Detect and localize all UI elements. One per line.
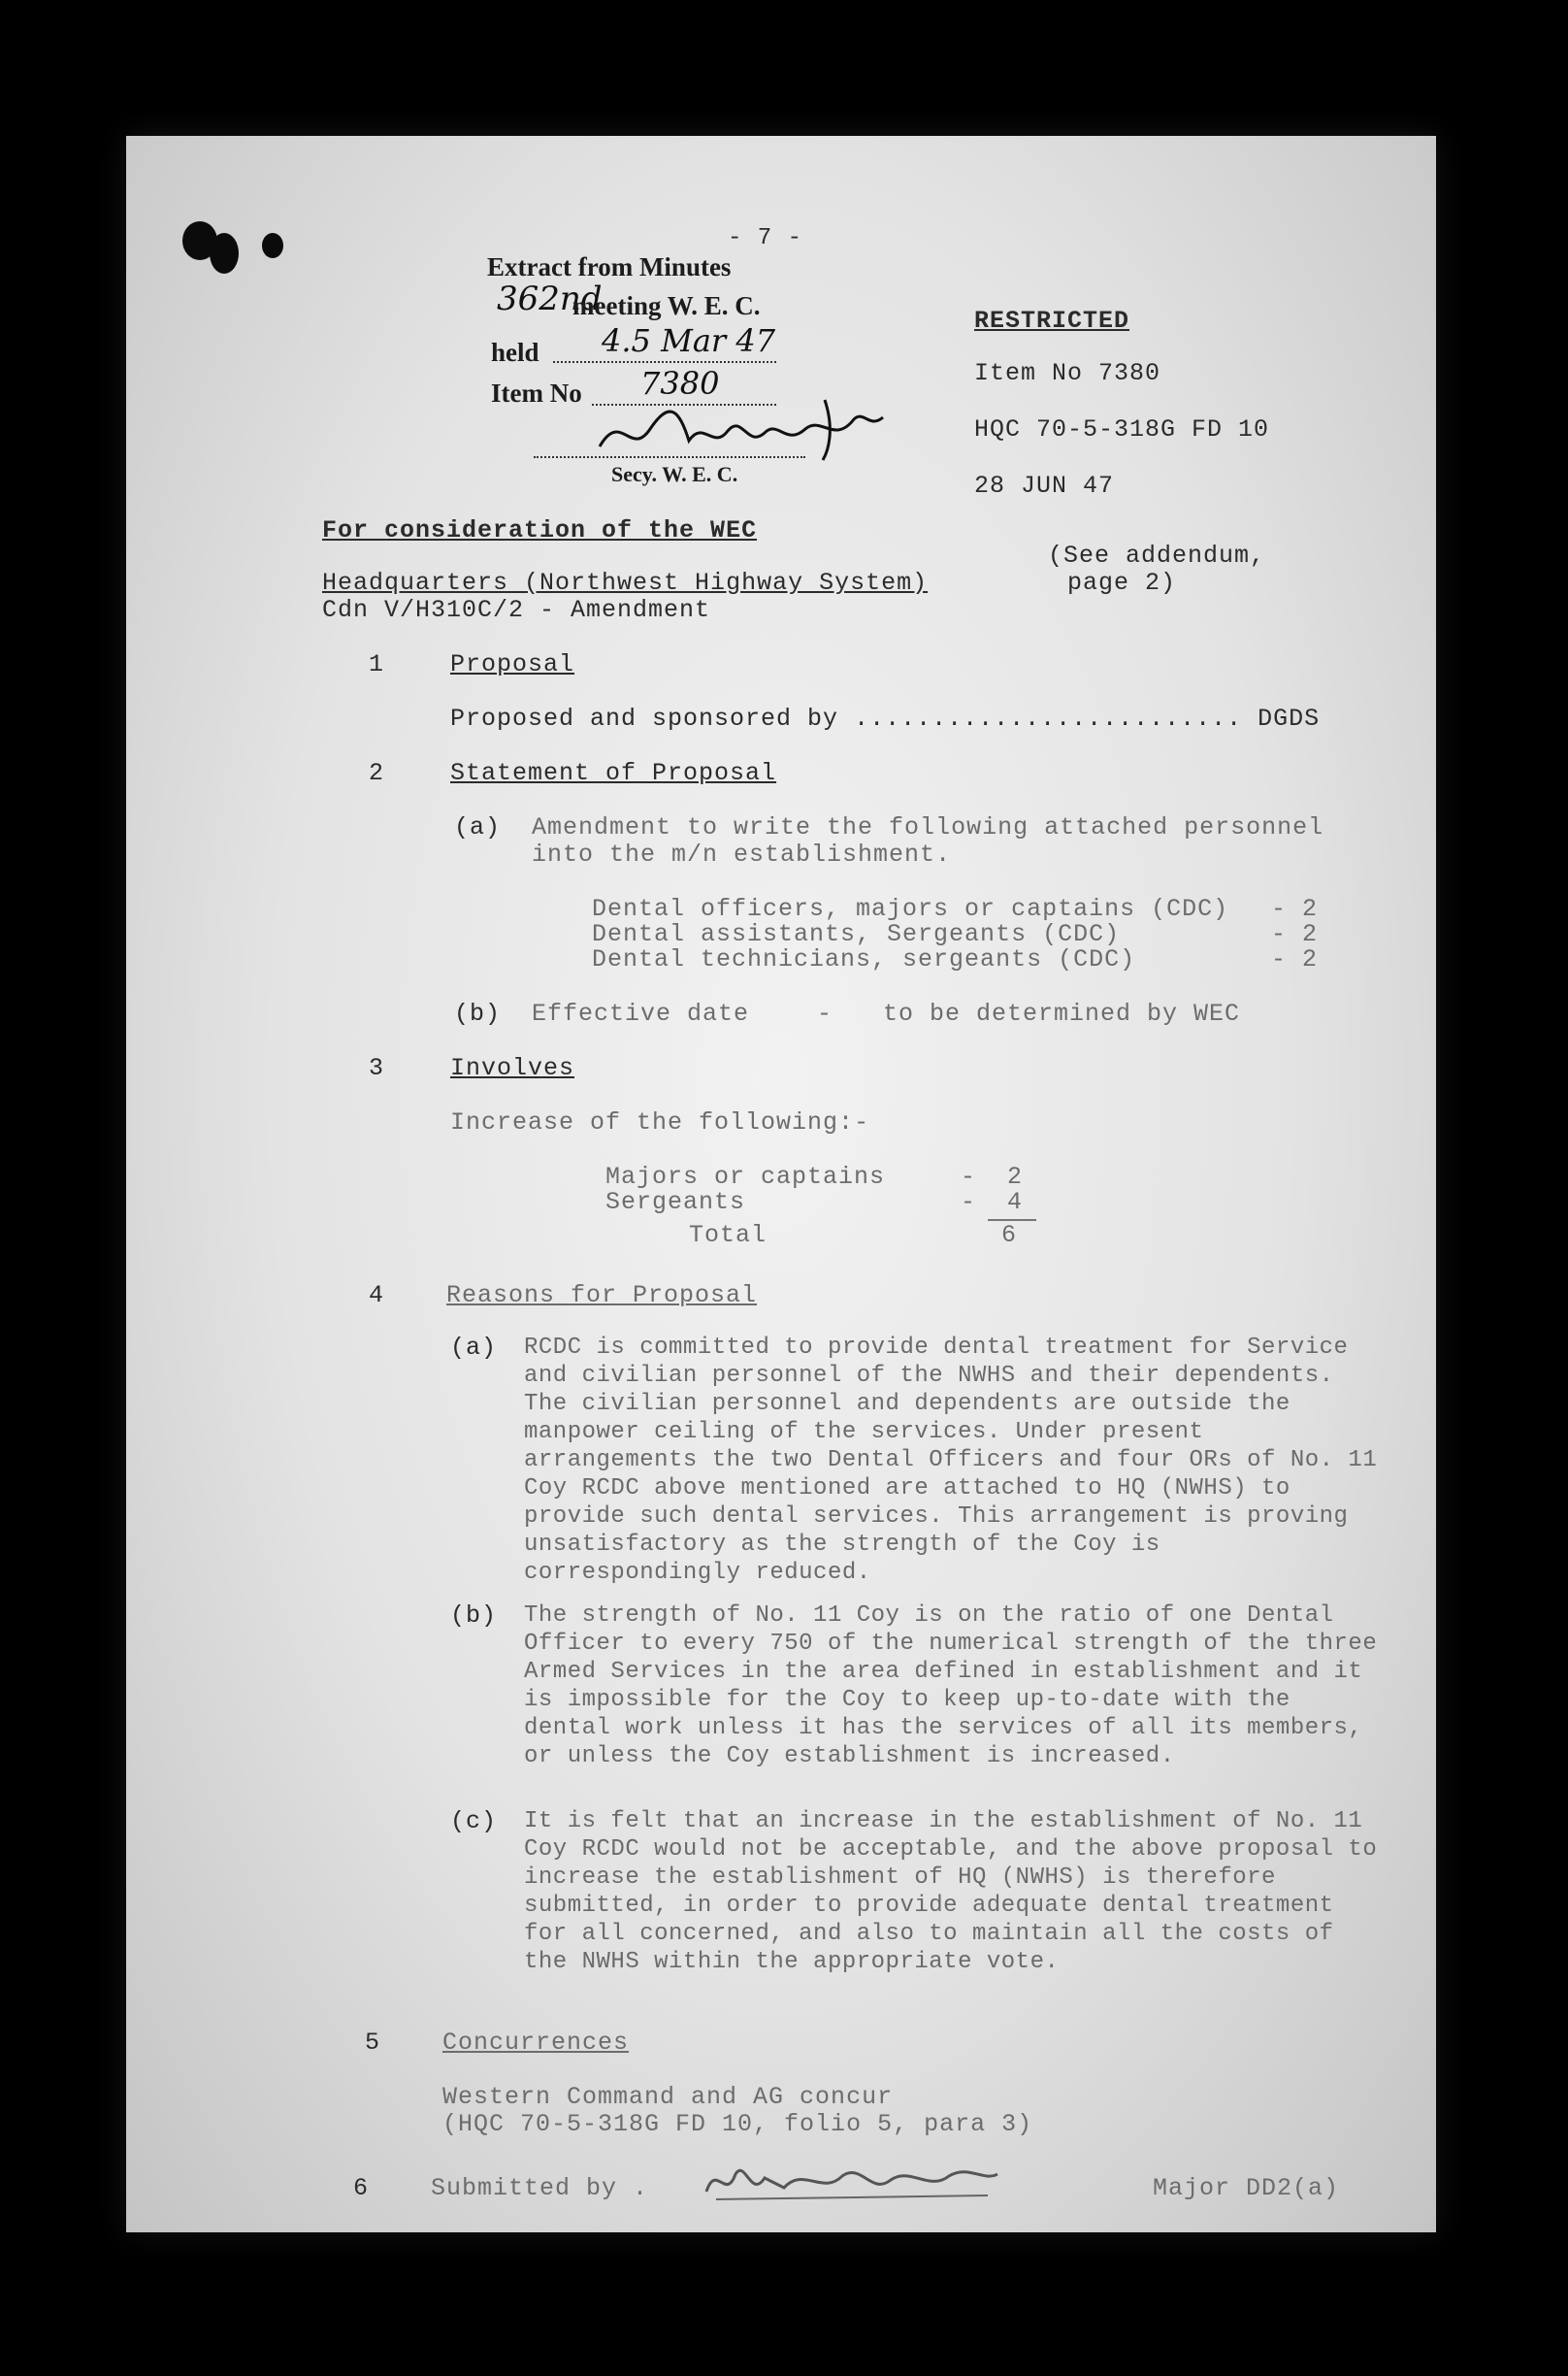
section-3-intro: Increase of the following:- bbox=[450, 1108, 870, 1137]
section-2b-value: to be determined by WEC bbox=[883, 1000, 1241, 1028]
section-4a-label: (a) bbox=[450, 1334, 498, 1362]
header-date: 28 JUN 47 bbox=[974, 472, 1115, 500]
ink-blot bbox=[262, 233, 283, 258]
addendum-line2: page 2) bbox=[1067, 569, 1177, 597]
increase-total-label: Total bbox=[689, 1221, 768, 1249]
section-2-heading: Statement of Proposal bbox=[450, 759, 777, 787]
document-page bbox=[126, 136, 1436, 2232]
item-number-handwritten: 7380 bbox=[640, 365, 720, 402]
item-label: Item No bbox=[491, 379, 582, 408]
personnel-item-1: Dental officers, majors or captains (CDC) bbox=[592, 895, 1229, 923]
increase-total-value: 6 bbox=[1001, 1221, 1018, 1249]
secretary-signature bbox=[592, 390, 893, 468]
section-2b-text: Effective date bbox=[532, 1000, 750, 1028]
increase-row-2-qty: - 4 bbox=[961, 1188, 1024, 1216]
submitted-by-label: Submitted by . bbox=[431, 2174, 649, 2202]
section-2a-text-line1: Amendment to write the following attached personnel bbox=[532, 813, 1324, 842]
increase-row-1-value: 2 bbox=[1007, 1163, 1024, 1191]
section-3-heading: Involves bbox=[450, 1054, 575, 1082]
ink-blot bbox=[210, 233, 239, 274]
section-1-number: 1 bbox=[369, 650, 385, 678]
consideration-heading: For consideration of the WEC bbox=[322, 516, 758, 544]
personnel-qty-3-value: 2 bbox=[1302, 945, 1319, 974]
personnel-item-3: Dental technicians, sergeants (CDC) bbox=[592, 945, 1136, 974]
increase-row-1-label: Majors or captains bbox=[605, 1163, 886, 1191]
personnel-qty-1: - 2 bbox=[1271, 895, 1319, 923]
section-2a-text-line2: into the m/n establishment. bbox=[532, 841, 952, 869]
section-5-number: 5 bbox=[365, 2029, 381, 2057]
personnel-item-2: Dental assistants, Sergeants (CDC) bbox=[592, 920, 1121, 948]
section-2b-dash: - bbox=[817, 1000, 833, 1028]
section-5-heading: Concurrences bbox=[442, 2029, 630, 2057]
section-6-number: 6 bbox=[353, 2174, 370, 2202]
meeting-number-handwritten: 362nd bbox=[497, 280, 603, 318]
page-number: - 7 - bbox=[728, 225, 803, 251]
header-file-ref: HQC 70-5-318G FD 10 bbox=[974, 415, 1270, 444]
personnel-qty-1-value: 2 bbox=[1302, 895, 1319, 923]
held-label: held bbox=[491, 338, 539, 367]
section-2b-label: (b) bbox=[454, 1000, 502, 1028]
section-1-heading: Proposal bbox=[450, 650, 575, 678]
section-3-number: 3 bbox=[369, 1054, 385, 1082]
personnel-qty-2-value: 2 bbox=[1302, 920, 1319, 948]
section-4a-text: RCDC is committed to provide dental treatment for Service and civilian personnel of the NWHS and their dependents. The civilian personnel and dependents are outside the manpower ceiling of the services. Under present arrangements the two Dental Officers and four ORs of No. 11 Coy RCDC above mentioned are attached to HQ (NWHS) to provide such dental services. This arrangement is proving unsatisfactory as the strength of the Coy is correspondingly reduced. bbox=[524, 1335, 1378, 1586]
extract-title: Extract from Minutes bbox=[487, 252, 732, 281]
secy-label: Secy. W. E. C. bbox=[611, 462, 738, 486]
section-4b-label: (b) bbox=[450, 1601, 498, 1630]
section-4b-text: The strength of No. 11 Coy is on the ratio of one Dental Officer to every 750 of the numerical strength of the three Armed Services in the area defined in establishment and it is impossible for the Coy to keep up-to-date with the dental work unless it has the services of all its members, or unless the Coy establishment is increased. bbox=[524, 1602, 1378, 1769]
section-4-heading: Reasons for Proposal bbox=[446, 1281, 758, 1309]
concurrence-line-1: Western Command and AG concur bbox=[442, 2083, 894, 2111]
held-date-handwritten: 4.5 Mar 47 bbox=[602, 322, 776, 359]
submitter-signature bbox=[697, 2153, 1007, 2211]
held-dotted-line bbox=[553, 361, 776, 363]
section-4-number: 4 bbox=[369, 1281, 385, 1309]
classification-restricted: RESTRICTED bbox=[974, 307, 1130, 335]
section-4c-text: It is felt that an increase in the establishment of No. 11 Coy RCDC would not be acceptable, and the above proposal to increase the establishment of HQ (NWHS) is therefore submitted, in order to provide adequate dental treatment for all concerned, and also to maintain all the costs of the NWHS within the appropriate vote. bbox=[524, 1808, 1378, 1975]
submitter-rank: Major DD2(a) bbox=[1153, 2174, 1340, 2202]
personnel-qty-2: - 2 bbox=[1271, 920, 1319, 948]
unit-heading: Headquarters (Northwest Highway System) bbox=[322, 569, 929, 597]
concurrence-line-2: (HQC 70-5-318G FD 10, folio 5, para 3) bbox=[442, 2110, 1033, 2138]
section-2a-label: (a) bbox=[454, 813, 502, 842]
increase-row-2-label: Sergeants bbox=[605, 1188, 746, 1216]
section-2-number: 2 bbox=[369, 759, 385, 787]
personnel-qty-3: - 2 bbox=[1271, 945, 1319, 974]
header-item-number: Item No 7380 bbox=[974, 359, 1161, 387]
increase-row-1-qty: - 2 bbox=[961, 1163, 1024, 1191]
establishment-ref: Cdn V/H310C/2 - Amendment bbox=[322, 596, 711, 624]
section-4c-label: (c) bbox=[450, 1807, 498, 1835]
section-1-text: Proposed and sponsored by ......................... DGDS bbox=[450, 705, 1321, 733]
meeting-label: meeting W. E. C. bbox=[572, 291, 761, 320]
addendum-line1: (See addendum, bbox=[1048, 542, 1266, 570]
increase-row-2-value: 4 bbox=[1007, 1188, 1024, 1216]
